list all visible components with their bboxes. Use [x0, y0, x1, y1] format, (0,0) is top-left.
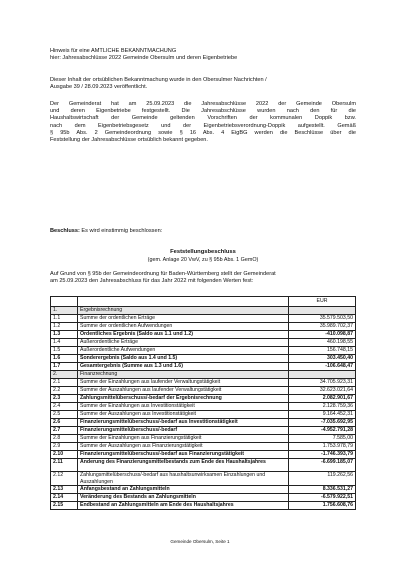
row-number: 2.8: [51, 435, 78, 443]
row-value: -7.035.692,95: [289, 419, 356, 427]
table-row: [51, 443, 356, 451]
table-row: [51, 486, 356, 494]
row-value: -106.648,47: [289, 363, 356, 371]
resolution-line: [50, 228, 162, 235]
row-label: Finanzierungsmittelüberschuss/-bedarf aus Investitionstätigkeit: [78, 419, 289, 427]
row-value: 35.579.503,50: [289, 315, 356, 323]
table-row: [51, 363, 356, 371]
table-row: [51, 494, 356, 502]
row-label: Ordentliches Ergebnis (Saldo aus 1.1 und 1.2): [78, 331, 289, 339]
row-label: Summe der Einzahlungen aus Investitionstätigkeit: [78, 403, 289, 411]
row-number: 2.7: [51, 427, 78, 435]
preamble-line-2: am 25.09.2023 den Jahresabschluss für das Jahr 2022 mit folgenden Werten fest:: [50, 278, 254, 285]
header-label-cell: [78, 297, 289, 307]
preamble-line-1: Auf Grund von § 95b der Gemeindeordnung für Baden-Württemberg stellt der Gemeinderat: [50, 271, 276, 277]
row-value: 303.450,40: [289, 355, 356, 363]
row-value: 156.748,15: [289, 347, 356, 355]
row-label: Summe der Auszahlungen aus Investitionstätigkeit: [78, 411, 289, 419]
row-number: 2.6: [51, 419, 78, 427]
table-row: [51, 355, 356, 363]
row-label: Summe der Einzahlungen aus Finanzierungstätigkeit: [78, 435, 289, 443]
row-value: 2.128.759,36: [289, 403, 356, 411]
row-label: Finanzierungsmittelüberschuss/-bedarf: [78, 427, 289, 435]
notice-heading-line-2: hier: Jahresabschlüsse 2022 Gemeinde Obersulm und deren Eigenbetriebe: [50, 55, 238, 62]
row-label: Zahlungsmittelüberschuss/-bedarf aus haushaltsunwirksamen Einzahlungen und Auszahlungen: [78, 472, 289, 486]
table-row: [51, 387, 356, 395]
financial-table-body: [51, 297, 356, 510]
row-number: 2.12: [51, 472, 78, 486]
paragraph-line: Haushaltswirtschaft der Gemeinde geltenden Vorschriften der kommunalen Doppik bzw.: [50, 115, 356, 122]
notice-heading-line-1: Hinweis für eine AMTLICHE BEKANNTMACHUNG: [50, 48, 177, 54]
resolution-title: Feststellungsbeschluss: [170, 249, 236, 255]
row-number: 2.3: [51, 395, 78, 403]
table-header-row: [51, 297, 356, 307]
row-value: 9.164.452,31: [289, 411, 356, 419]
table-row: [51, 339, 356, 347]
table-row: [51, 347, 356, 355]
page-footer: Gemeinde Obersulm, Seite 1: [170, 539, 230, 544]
table-row: [51, 307, 356, 315]
row-value: -4.952.791,28: [289, 427, 356, 435]
row-value: 460.198,55: [289, 339, 356, 347]
row-value: [289, 307, 356, 315]
paragraph-line: Der Gemeinderat hat am 25.09.2023 die Jahresabschlüsse 2022 der Gemeinde Obersulm: [50, 101, 356, 107]
publication-note: [50, 77, 267, 91]
row-number: 2.13: [51, 486, 78, 494]
row-number: 2.10: [51, 451, 78, 459]
row-number: 2.4: [51, 403, 78, 411]
resolution-preamble: [50, 271, 276, 285]
row-value: -410.098,87: [289, 331, 356, 339]
row-value: -1.746.393,79: [289, 451, 356, 459]
row-label: Anfangsbestand an Zahlungsmitteln: [78, 486, 289, 494]
row-value: 1.753.978,79: [289, 443, 356, 451]
publication-note-line-2: Ausgabe 39 / 28.09.2023 veröffentlicht.: [50, 84, 148, 91]
row-number: 1.7: [51, 363, 78, 371]
row-number: 2.15: [51, 502, 78, 510]
row-number: 2.5: [51, 411, 78, 419]
row-label: Endbestand an Zahlungsmitteln am Ende des Haushaltsjahres: [78, 502, 289, 510]
row-value: 32.623.021,64: [289, 387, 356, 395]
row-value: 7.585,00: [289, 435, 356, 443]
row-label: Veränderung des Bestands an Zahlungsmitteln: [78, 494, 289, 502]
row-number: 1.6: [51, 355, 78, 363]
table-row: [51, 411, 356, 419]
table-row: [51, 379, 356, 387]
financial-table: [50, 296, 356, 510]
row-number: 1.5: [51, 347, 78, 355]
row-label: Finanzierungsmittelüberschuss/-bedarf aus Finanzierungstätigkeit: [78, 451, 289, 459]
row-number: 2.14: [51, 494, 78, 502]
row-label: Änderung des Finanzierungsmittelbestands zum Ende des Haushaltsjahres: [78, 459, 289, 472]
row-number: 2.2: [51, 387, 78, 395]
paragraph-line: nach dem Eigenbetriebsgesetz und der Eigenbetriebsverordnung-Doppik aufgestellt. Gemäß: [50, 122, 356, 129]
row-label: Finanzrechnung: [78, 371, 289, 379]
row-number: 2.1: [51, 379, 78, 387]
row-value: 8.336.531,27: [289, 486, 356, 494]
row-number: 2.9: [51, 443, 78, 451]
resolution-text: Es wird einstimmig beschlossen:: [79, 228, 163, 234]
table-row: [51, 315, 356, 323]
row-label: Summe der Einzahlungen aus laufender Verwaltungstätigkeit: [78, 379, 289, 387]
table-row: [51, 403, 356, 411]
currency-header: EUR: [289, 297, 356, 307]
resolution-subtitle: (gem. Anlage 20 VwV, zu § 95b Abs. 1 GemO): [147, 257, 259, 263]
row-label: Summe der ordentlichen Aufwendungen: [78, 323, 289, 331]
row-number: 1.3: [51, 331, 78, 339]
row-label: Zahlungsmittelüberschuss/-bedarf der Ergebnisrechnung: [78, 395, 289, 403]
row-number: 1.4: [51, 339, 78, 347]
table-row: [51, 451, 356, 459]
row-label: Sonderergebnis (Saldo aus 1.4 und 1.5): [78, 355, 289, 363]
row-number: 1.2: [51, 323, 78, 331]
row-number: 1.1: [51, 315, 78, 323]
table-row: [51, 502, 356, 510]
row-value: 119.262,56: [289, 472, 356, 486]
table-row: [51, 371, 356, 379]
row-label: Gesamtergebnis (Summe aus 1.3 und 1.6): [78, 363, 289, 371]
row-value: -6.579.922,51: [289, 494, 356, 502]
paragraph-line: Feststellung der Jahresabschlüsse ortsüblich bekannt gegeben.: [50, 137, 208, 144]
table-row: [51, 459, 356, 472]
row-label: Ergebnisrechnung: [78, 307, 289, 315]
row-label: Summe der Auszahlungen aus laufender Verwaltungstätigkeit: [78, 387, 289, 395]
row-value: 2.082.901,67: [289, 395, 356, 403]
row-number: 2.: [51, 371, 78, 379]
row-number: 1.: [51, 307, 78, 315]
notice-heading: [50, 48, 237, 62]
row-value: 34.705.923,31: [289, 379, 356, 387]
row-label: Außerordentliche Erträge: [78, 339, 289, 347]
table-row: [51, 395, 356, 403]
row-label: Summe der ordentlichen Erträge: [78, 315, 289, 323]
paragraph-line: und deren Eigenbetriebe festgestellt. Die Jahresabschlüsse wurden nach den für die: [50, 108, 356, 115]
row-label: Außerordentliche Aufwendungen: [78, 347, 289, 355]
table-row: [51, 435, 356, 443]
paragraph-line: § 95b Abs. 2 Gemeindeordnung sowie § 16 Abs. 4 EigBG werden die Beschlüsse über die: [50, 129, 356, 136]
table-row: [51, 331, 356, 339]
table-row: [51, 472, 356, 486]
table-row: [51, 323, 356, 331]
table-row: [51, 427, 356, 435]
header-number-cell: [51, 297, 78, 307]
row-label: Summe der Auszahlungen aus Finanzierungstätigkeit: [78, 443, 289, 451]
row-value: [289, 371, 356, 379]
publication-note-line-1: Dieser Inhalt der ortsüblichen Bekanntmachung wurde in den Obersulmer Nachrichten /: [50, 77, 267, 83]
resolution-label: Beschluss:: [50, 228, 80, 234]
row-number: 2.11: [51, 459, 78, 472]
row-value: 35.989.702,37: [289, 323, 356, 331]
row-value: -6.699.185,07: [289, 459, 356, 472]
row-value: 1.756.608,76: [289, 502, 356, 510]
council-paragraph: [50, 101, 356, 144]
table-row: [51, 419, 356, 427]
